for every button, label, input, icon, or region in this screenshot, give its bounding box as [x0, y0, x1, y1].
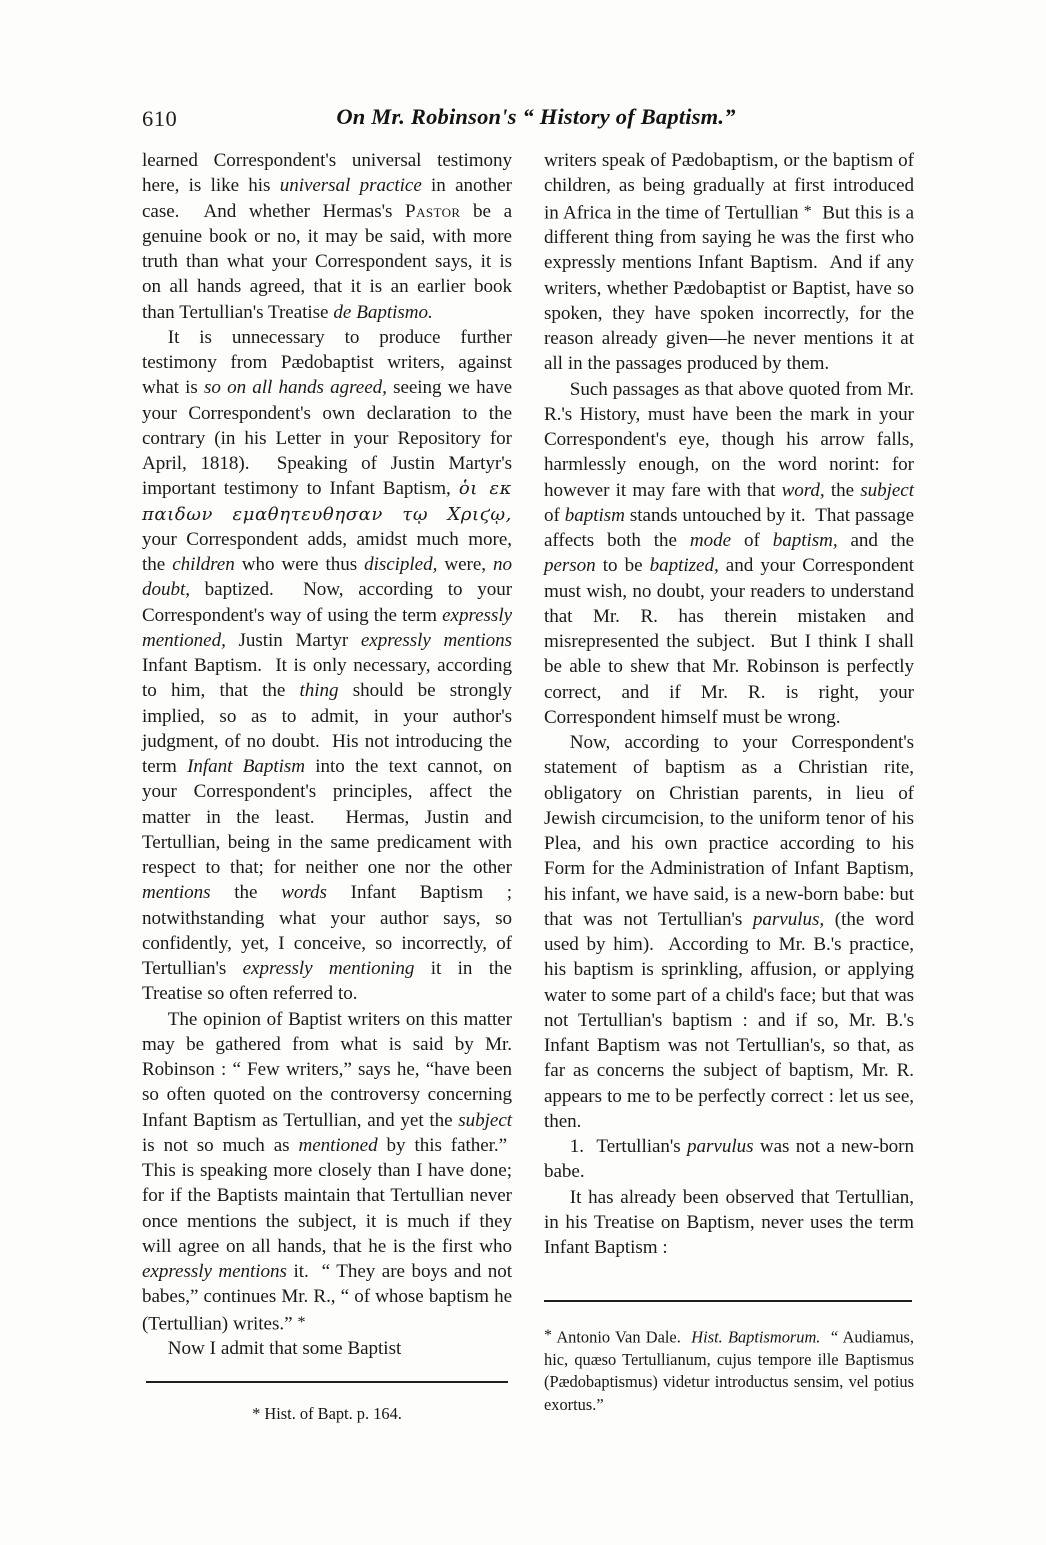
paragraph: 1. Tertullian's parvulus was not a new-born babe.: [544, 1136, 914, 1183]
running-head: [142, 104, 912, 138]
footnote-rule-left: [146, 1381, 508, 1383]
column-left: [142, 148, 512, 1361]
footnote-right: [544, 1325, 914, 1416]
page-title: On Mr. Robinson's “ History of Baptism.”: [336, 104, 736, 129]
paragraph: Now, according to your Correspondent's statement of baptism as a Christian rite, obligatory on Christian parents, in lieu of Jewish circumcision, to the uniform tenor of his Plea, and his own practice according to his Form for the Administration of Infant Baptism, his infant, we have said, is a new-born babe: but that was not Tertullian's parvulus, (the word used by him). According to Mr. B.'s practice, his baptism is sprinkling, affusion, or applying water to some part of a child's face; but that was not Tertullian's baptism : and if so, Mr. B.'s Infant Baptism was not Tertullian's, so that, as far as concerns the subject of baptism, Mr. R. appears to me to be perfectly correct : let us see, then.: [544, 732, 915, 1132]
paragraph: writers speak of Pædobaptism, or the baptism of children, as being gradually at first introduced in Africa in the time of Tertullian * But this is a different thing from saying he was the first who expressly mentions Infant Baptism. And if any writers, whether Pædobaptist or Baptist, have so spoken, they have spoken incorrectly, for the reason already given—he never mentions it at all in the passages produced by them.: [544, 150, 914, 375]
paragraph: It has already been observed that Tertullian, in his Treatise on Baptism, never uses the term Infant Baptism :: [544, 1186, 914, 1259]
footnote-left: [142, 1403, 512, 1425]
footnote-rule-right: [544, 1300, 912, 1302]
page-number: 610: [142, 106, 178, 131]
paragraph: Such passages as that above quoted from Mr. R.'s History, must have been the mark in your Correspondent's eye, though his arrow falls, harmlessly enough, on the word norint: for however it may fare with that word, the subject of baptism stands untouched by it. That passage affects both the mode of baptism, and the person to be baptized, and your Correspondent must wish, no doubt, your readers to understand that Mr. R. has therein mistaken and misrepresented the subject. But I think I shall be able to shew that Mr. Robinson is perfectly correct, and if Mr. R. is right, your Correspondent himself must be wrong.: [544, 378, 915, 728]
footnote-text: * Hist. of Bapt. p. 164.: [252, 1404, 402, 1423]
paragraph: The opinion of Baptist writers on this matter may be gathered from what is said by Mr. Robinson : “ Few writers,” says he, “have been so often quoted on the controversy concerning Infant Baptism as Tertullian, and yet the subject is not so much as mentioned by this father.” This is speaking more closely than I have done; for if the Baptists maintain that Tertullian never once mentions the subject, it is much if they will agree on all hands, that he is the first who expressly mentions it. “ They are boys and not babes,” continues Mr. R., “ of whose baptism he (Tertullian) writes.” *: [142, 1008, 513, 1334]
footnote-text: * Antonio Van Dale. Hist. Baptismorum. “ Audiamus, hic, quæso Tertullianum, cujus tempore ille Baptismus (Pædobaptismus) videtur introductus sensim, vel potius exortus.”: [544, 1327, 914, 1414]
column-right: [544, 148, 914, 1260]
paragraph: learned Correspondent's universal testimony here, is like his universal practice in another case. And whether Hermas's Pastor be a genuine book or no, it may be said, with more truth than what your Correspondent says, it is on all hands agreed, that it is an earlier book than Tertullian's Treatise de Baptismo.: [142, 150, 512, 323]
paragraph: It is unnecessary to produce further testimony from Pædobaptist writers, against what is so on all hands agreed, seeing we have your Correspondent's own declaration to the contrary (in his Letter in your Repository for April, 1818). Speaking of Justin Martyr's important testimony to Infant Baptism, ὁι εκ παιδων εμαθητευθησαν τῳ Χριϛῳ, your Correspondent adds, amidst much more, the children who were thus discipled, were, no doubt, baptized. Now, according to your Correspondent's way of using the term expressly mentioned, Justin Martyr expressly mentions Infant Baptism. It is only necessary, according to him, that the thing should be strongly implied, so as to admit, in your author's judgment, of no doubt. His not introducing the term Infant Baptism into the text cannot, on your Correspondent's principles, affect the matter in the least. Hermas, Justin and Tertullian, being in the same predicament with respect to that; for neither one nor the other mentions the words Infant Baptism ; notwithstanding what your author says, so confidently, yet, I conceive, so incorrectly, of Tertullian's expressly mentioning it in the Treatise so often referred to.: [142, 326, 513, 1005]
paragraph: Now I admit that some Baptist: [167, 1338, 402, 1360]
